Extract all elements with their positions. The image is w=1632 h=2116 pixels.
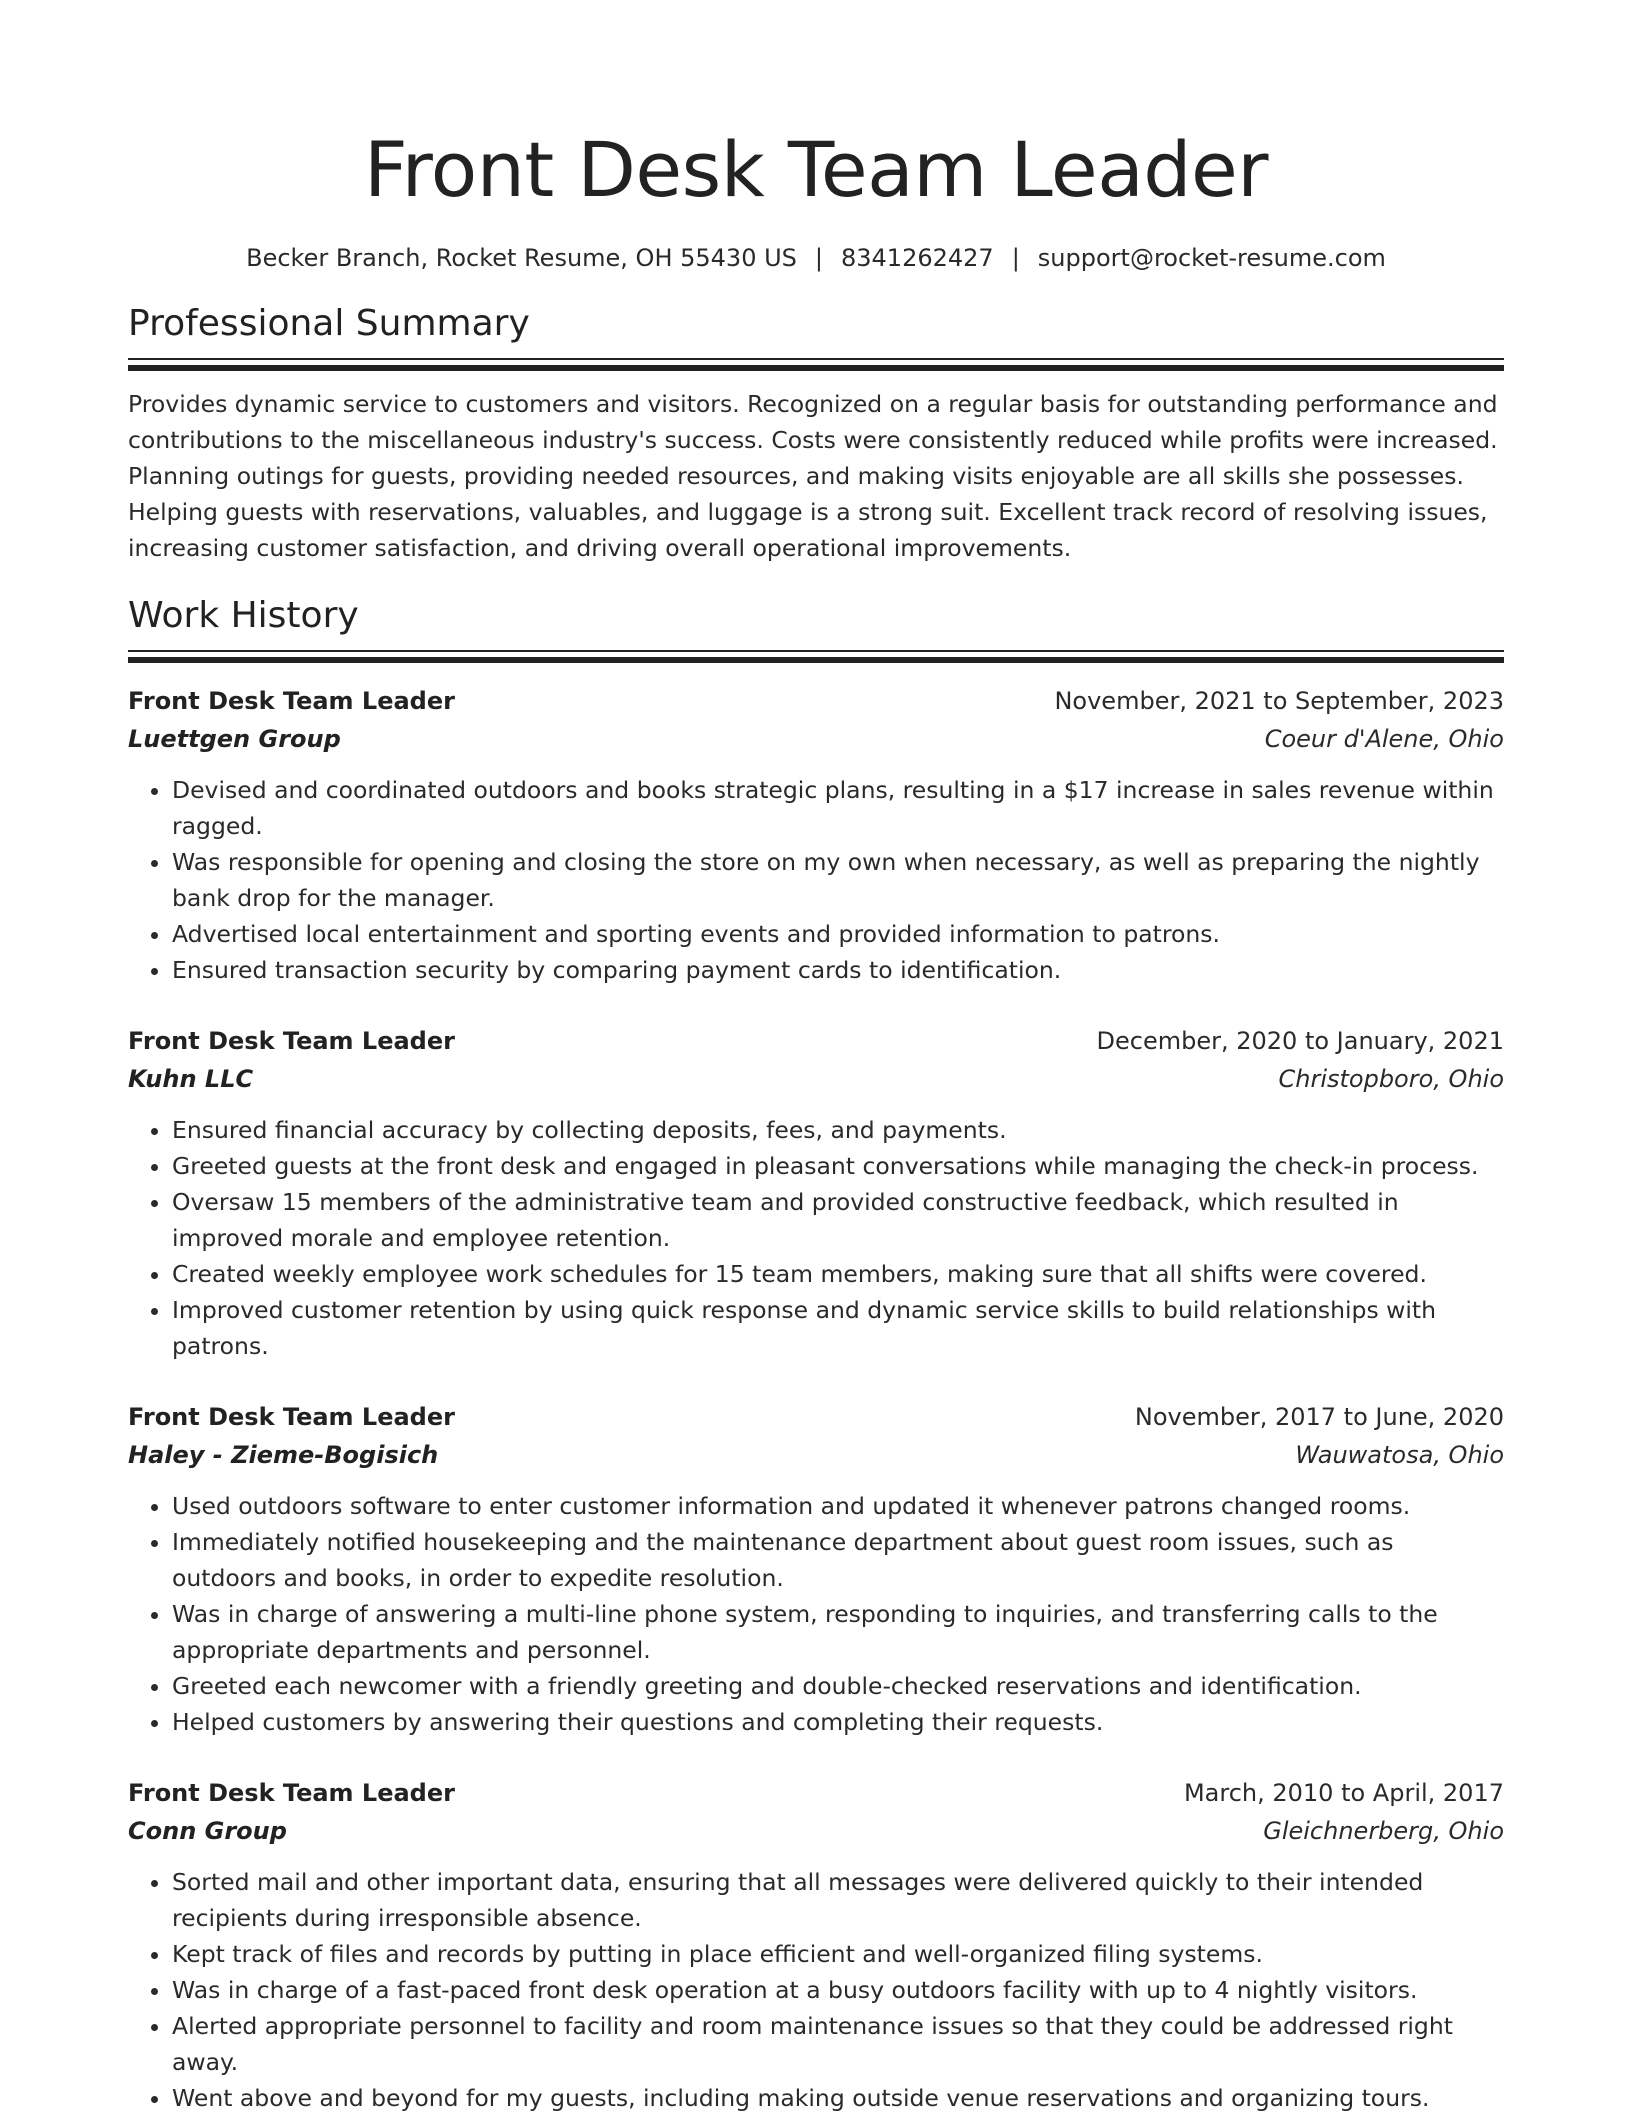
job-bullet-list [128, 1488, 1504, 1740]
job-company: Conn Group [128, 1817, 287, 1845]
jobs-list [128, 682, 1504, 2116]
job-bullet: • Improved customer retention by using quick response and dynamic service skills to build relationships with patrons. [172, 1292, 1504, 1364]
job-title: Front Desk Team Leader [128, 1403, 455, 1431]
job-bullet: • Sorted mail and other important data, ensuring that all messages were delivered quickly to their intended recipients during irresponsible absence. [172, 1864, 1504, 1936]
job-title-row [128, 1774, 1504, 1812]
job-bullet: • Greeted each newcomer with a friendly greeting and double-checked reservations and identification. [172, 1668, 1504, 1704]
job-bullet-list [128, 1864, 1504, 2116]
job-location: Wauwatosa, Ohio [1295, 1441, 1504, 1469]
professional-summary-section [128, 300, 1504, 566]
job-title-row [128, 1398, 1504, 1436]
job-bullet: • Used outdoors software to enter customer information and updated it whenever patrons changed rooms. [172, 1488, 1504, 1524]
job-company-row [128, 1060, 1504, 1098]
job-location: Coeur d'Alene, Ohio [1264, 725, 1504, 753]
job-dates: November, 2021 to September, 2023 [1054, 687, 1504, 715]
section-heading-work-history: Work History [128, 595, 359, 636]
job-bullet: • Was in charge of a fast-paced front desk operation at a busy outdoors facility with up to 4 nightly visitors. [172, 1972, 1504, 2008]
contact-address: Becker Branch, Rocket Resume, OH 55430 US [246, 244, 797, 272]
job-bullet: • Advertised local entertainment and sporting events and provided information to patrons. [172, 916, 1504, 952]
contact-separator: | [1011, 244, 1020, 272]
job-bullet: • Went above and beyond for my guests, including making outside venue reservations and organizing tours. [172, 2080, 1504, 2116]
job-bullet: • Ensured financial accuracy by collecting deposits, fees, and payments. [172, 1112, 1504, 1148]
job-bullet: • Helped customers by answering their questions and completing their requests. [172, 1704, 1504, 1740]
section-heading-summary: Professional Summary [128, 303, 530, 344]
job-entry [128, 682, 1504, 988]
job-bullet: • Devised and coordinated outdoors and books strategic plans, resulting in a $17 increase in sales revenue within ragged. [172, 772, 1504, 844]
job-bullet: • Greeted guests at the front desk and engaged in pleasant conversations while managing the check-in process. [172, 1148, 1504, 1184]
job-entry [128, 1398, 1504, 1740]
job-company: Luettgen Group [128, 725, 341, 753]
job-company: Kuhn LLC [128, 1065, 254, 1093]
resume-page [128, 0, 1504, 2116]
section-divider [128, 650, 1504, 662]
job-dates: March, 2010 to April, 2017 [1183, 1779, 1504, 1807]
section-divider [128, 358, 1504, 370]
job-company-row [128, 1436, 1504, 1474]
contact-phone: 8341262427 [841, 244, 994, 272]
job-bullet: • Was in charge of answering a multi-line phone system, responding to inquiries, and transferring calls to the appropriate departments and personnel. [172, 1596, 1504, 1668]
job-title: Front Desk Team Leader [128, 1027, 455, 1055]
job-location: Gleichnerberg, Ohio [1263, 1817, 1504, 1845]
contact-separator: | [814, 244, 823, 272]
work-history-section [128, 592, 1504, 2116]
contact-line [128, 240, 1504, 276]
job-title: Front Desk Team Leader [128, 687, 455, 715]
job-bullet: • Kept track of files and records by putting in place efficient and well-organized filing systems. [172, 1936, 1504, 1972]
job-bullet-list [128, 1112, 1504, 1364]
job-location: Christopboro, Ohio [1278, 1065, 1504, 1093]
job-title-row [128, 1022, 1504, 1060]
resume-title: Front Desk Team Leader [363, 125, 1269, 214]
job-bullet: • Created weekly employee work schedules for 15 team members, making sure that all shifts were covered. [172, 1256, 1504, 1292]
job-bullet: • Immediately notified housekeeping and the maintenance department about guest room issues, such as outdoors and books, in order to expedite resolution. [172, 1524, 1504, 1596]
job-dates: December, 2020 to January, 2021 [1096, 1027, 1504, 1055]
job-entry [128, 1022, 1504, 1364]
job-bullet: • Oversaw 15 members of the administrative team and provided constructive feedback, which resulted in improved morale and employee retention. [172, 1184, 1504, 1256]
job-title: Front Desk Team Leader [128, 1779, 455, 1807]
job-bullet: • Ensured transaction security by comparing payment cards to identification. [172, 952, 1504, 988]
job-bullet-list [128, 772, 1504, 988]
job-company-row [128, 1812, 1504, 1850]
job-bullet: • Alerted appropriate personnel to facility and room maintenance issues so that they could be addressed right away. [172, 2008, 1504, 2080]
job-title-row [128, 682, 1504, 720]
job-company-row [128, 720, 1504, 758]
job-dates: November, 2017 to June, 2020 [1134, 1403, 1504, 1431]
job-company: Haley - Zieme-Bogisich [128, 1441, 439, 1469]
summary-text: Provides dynamic service to customers and visitors. Recognized on a regular basis for outstanding performance and contributions to the miscellaneous industry's success. Costs were consistently reduced while profits were increased. Planning outings for guests, providing needed resources, and making visits enjoyable are all skills she possesses. Helping guests with reservations, valuables, and luggage is a strong suit. Excellent track record of resolving issues, increasing customer satisfaction, and driving overall operational improvements. [128, 390, 1498, 562]
contact-email: support@rocket-resume.com [1037, 244, 1386, 272]
job-entry [128, 1774, 1504, 2116]
job-bullet: • Was responsible for opening and closing the store on my own when necessary, as well as preparing the nightly bank drop for the manager. [172, 844, 1504, 916]
